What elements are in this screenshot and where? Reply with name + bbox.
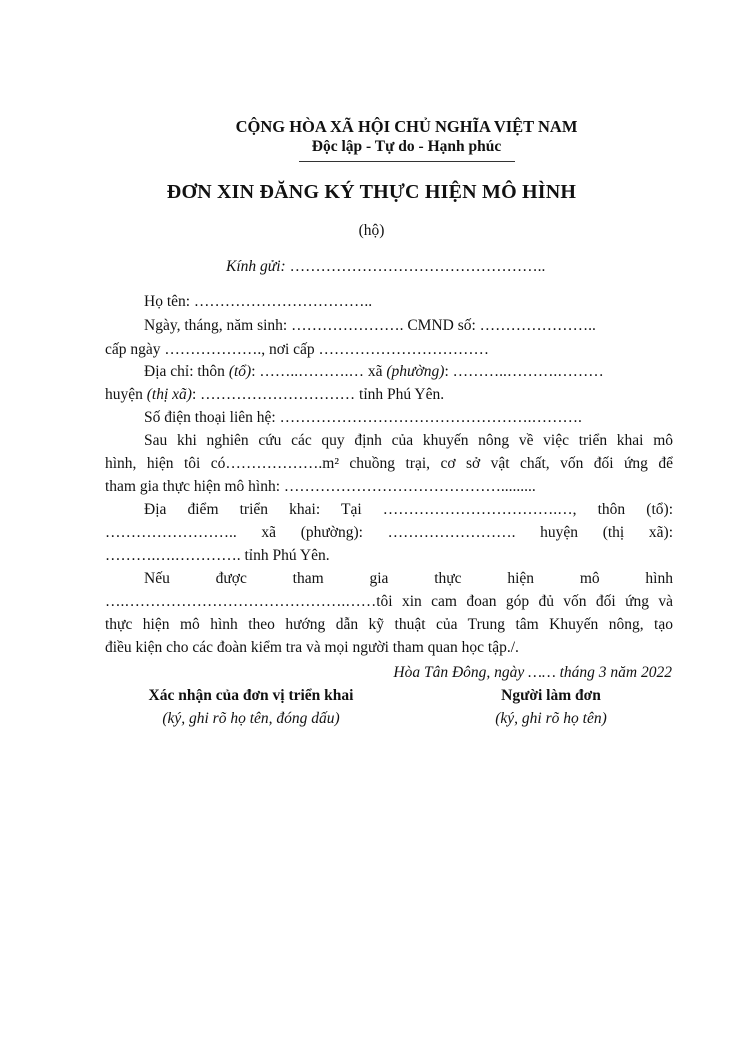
document-title: ĐƠN XIN ĐĂNG KÝ THỰC HIỆN MÔ HÌNH [166, 181, 577, 203]
location-line-3[interactable]: ……….….…………. tỉnh Phú Yên. [105, 547, 330, 564]
para1-line-2[interactable]: hình, hiện tôi có……………….m² chuồng trại, cơ sở vật chất, vốn đối ứng để [105, 455, 673, 472]
motto-underline [299, 161, 515, 162]
address-line-2[interactable] [105, 386, 444, 404]
national-motto: Độc lập - Tự do - Hạnh phúc [311, 138, 502, 155]
location-line-1[interactable]: Địa điểm triển khai: Tại …………………………….…, thôn (tổ): [144, 501, 673, 518]
issue-date-place-field[interactable]: cấp ngày ………………., nơi cấp …………………………… [105, 341, 490, 358]
document-subtitle: (hộ) [358, 222, 385, 239]
district-note: (thị xã) [146, 386, 192, 403]
applicant-title: Người làm đơn [501, 687, 601, 704]
phone-field[interactable]: Số điện thoại liên hệ: ………………………………………….………. [144, 409, 582, 426]
address-label: Địa chỉ: thôn [144, 363, 229, 380]
confirm-unit-note: (ký, ghi rõ họ tên, đóng dấu) [162, 710, 340, 727]
para1-line-3[interactable]: tham gia thực hiện mô hình: ……………………………………......... [105, 478, 536, 495]
recipient-label: Kính gửi: [226, 258, 286, 275]
country-name: CỘNG HÒA XÃ HỘI CHỦ NGHĨA VIỆT NAM [235, 117, 578, 136]
name-field[interactable]: Họ tên: …………………………….. [144, 293, 373, 310]
district-label: huyện [105, 386, 147, 403]
location-line-2[interactable]: …………………….. xã (phường): ……………………. huyện (thị xã): [105, 524, 673, 541]
applicant-note: (ký, ghi rõ họ tên) [495, 710, 607, 727]
recipient-field[interactable]: ………………………………………….. [289, 258, 546, 275]
address-hamlet-field: : ……..……….… xã [251, 363, 387, 380]
district-field: : ………………………… tỉnh Phú Yên. [191, 386, 445, 403]
para2-line-3: thực hiện mô hình theo hướng dẫn kỹ thuật của Trung tâm Khuyến nông, tạo [105, 616, 673, 633]
confirm-unit-title: Xác nhận của đơn vị triển khai [148, 687, 354, 704]
address-commune-field: : ………..……….……… [444, 363, 604, 380]
place-date-line: Hòa Tân Đông, ngày …… tháng 3 năm 2022 [393, 664, 672, 681]
dob-id-field[interactable]: Ngày, tháng, năm sinh: …………………. CMND số: ………………….. [144, 317, 596, 334]
address-commune-note: (phường) [386, 363, 445, 380]
para2-line-1: Nếu được tham gia thực hiện mô hình [144, 570, 673, 587]
para1-line-1: Sau khi nghiên cứu các quy định của khuyến nông về việc triển khai mô [144, 432, 673, 449]
para2-line-2[interactable]: ….…………………………………….……tôi xin cam đoan góp đủ vốn đối ứng và [105, 593, 673, 610]
address-line-1[interactable] [144, 363, 604, 381]
recipient-line [226, 258, 545, 276]
para2-line-4: điều kiện cho các đoàn kiểm tra và mọi người tham quan học tập./. [105, 639, 519, 656]
address-hamlet-note: (tổ) [228, 363, 252, 380]
